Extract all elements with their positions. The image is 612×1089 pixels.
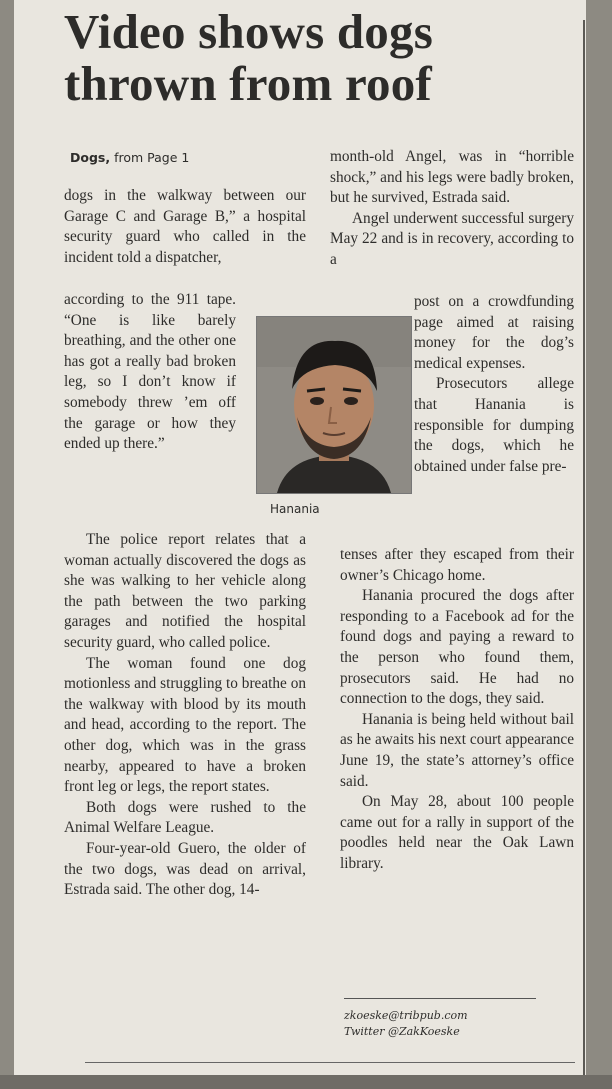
left-paragraph-5: Four-year-old Guero, the older of the two dogs, was dead on arrival, Estrada said. The other dog, 14-: [64, 839, 306, 899]
footer-rule: [85, 1062, 575, 1063]
headline: [64, 6, 564, 110]
right-column-bottom: [340, 545, 574, 875]
right-paragraph-5: Hanania is being held without bail as he awaits his next court appearance June 19, the state’s attorney’s office said.: [340, 710, 574, 790]
left-paragraph-2: The police report relates that a woman actually discovered the dogs as she was walking to her vehicle along the path between the two parking garages and notified the hospital security guard, who called police.: [64, 531, 306, 651]
jump-bold: Dogs,: [70, 150, 111, 165]
portrait-illustration: [257, 317, 411, 493]
left-paragraph-3: The woman found one dog motionless and struggling to breathe on the walkway with blood by its mouth and head, according to the report. The other dog, which was in the grass nearby, appeared to have a broken front leg or legs, the report states.: [64, 654, 306, 796]
right-paragraph-4: Hanania procured the dogs after responding to a Facebook ad for the found dogs and paying a reward to the person who found them, prosecutors said. He had no connection to the dogs, they said.: [340, 587, 574, 708]
right-paragraph-3a: Prosecutors allege that Hanania is responsible for dumping the dogs, which he obtained under false pre-: [414, 375, 574, 475]
signature-rule: [344, 998, 536, 999]
column-rule: [583, 20, 585, 1075]
right-column-wrap: [414, 292, 574, 477]
left-column-wrap: [64, 290, 236, 455]
page-edge: [0, 1075, 612, 1089]
left-paragraph-1a: dogs in the walkway between our Garage C and Garage B,” a hospital security guard who called in the incident told a dispatcher,: [64, 187, 306, 266]
jump-rest: from Page 1: [110, 150, 190, 165]
right-column-top: [330, 147, 574, 271]
mugshot-photo: [256, 316, 412, 494]
right-paragraph-2b: post on a crowdfunding page aimed at raising money for the dog’s medical expenses.: [414, 293, 574, 372]
right-paragraph-2a: Angel underwent successful surgery May 22 and is in recovery, according to a: [330, 209, 574, 268]
right-paragraph-6: On May 28, about 100 people came out for a rally in support of the poodles held near the Oak Lawn library.: [340, 793, 574, 872]
left-column-top: [64, 186, 306, 268]
left-column-bottom: [64, 530, 306, 901]
photo-caption: Hanania: [270, 502, 320, 516]
author-email: zkoeske@tribpub.com: [344, 1009, 468, 1022]
jump-line: [70, 147, 189, 166]
author-signature: [344, 1008, 468, 1040]
headline-line-1: Video shows dogs: [64, 4, 433, 59]
left-paragraph-1b: according to the 911 tape. “One is like barely breathing, and the other one has got a really bad broken leg, so I don’t know if somebody threw ’em off the garage or how they ended up there.”: [64, 291, 236, 453]
left-paragraph-4: Both dogs were rushed to the Animal Welfare League.: [64, 798, 306, 837]
right-paragraph-3b: tenses after they escaped from their owner’s Chicago home.: [340, 546, 574, 584]
author-twitter: Twitter @ZakKoeske: [344, 1025, 460, 1038]
right-paragraph-1: month-old Angel, was in “horrible shock,” and his legs were badly broken, but he survived, Estrada said.: [330, 148, 574, 207]
headline-line-2: thrown from roof: [64, 56, 432, 111]
